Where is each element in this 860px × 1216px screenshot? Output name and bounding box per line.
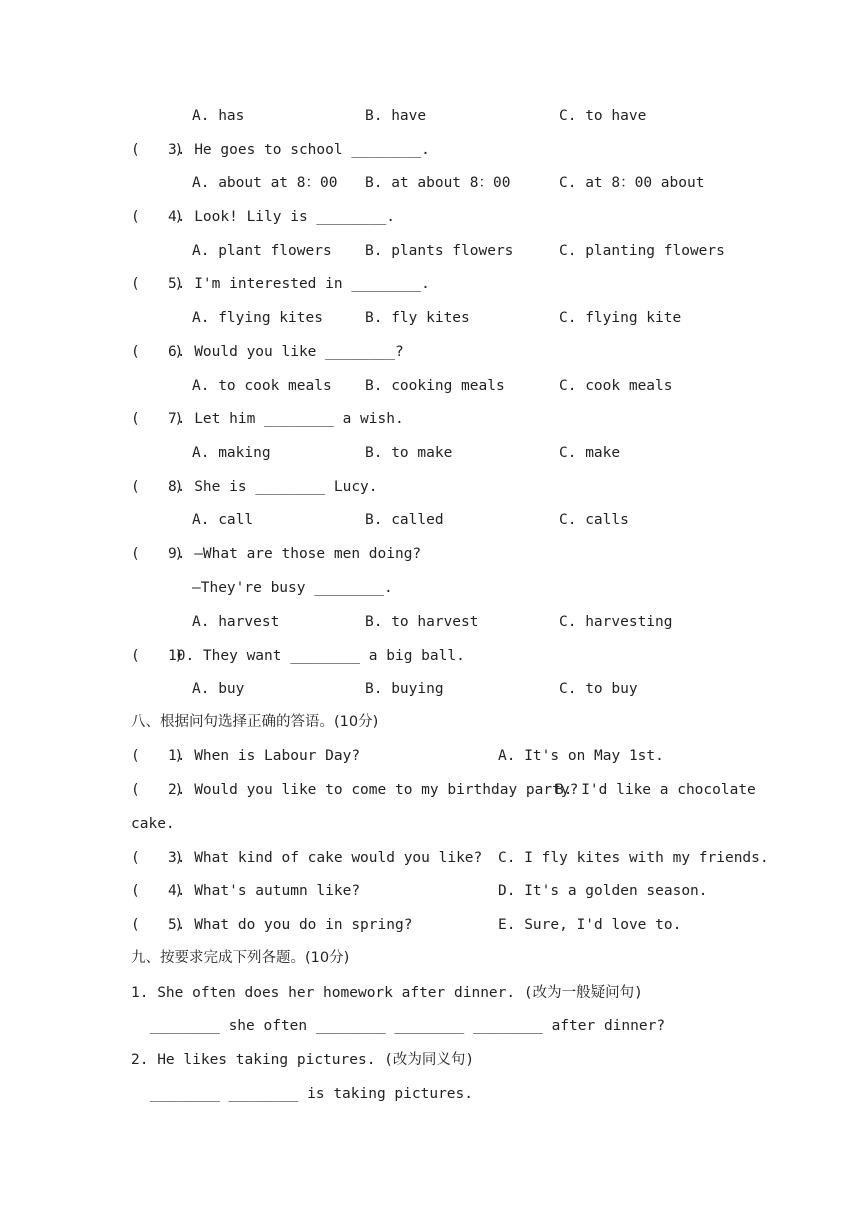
- option-c: C. planting flowers: [559, 243, 725, 259]
- answer-blank[interactable]: ( ): [131, 276, 184, 292]
- answer-blank[interactable]: ( ): [131, 782, 184, 798]
- option-b: B. cooking meals: [365, 378, 505, 394]
- question-stem: 7. Let him ________ a wish.: [168, 411, 404, 427]
- rewrite-question: 1. She often does her homework after dinner. (改为一般疑问句): [131, 985, 643, 1001]
- option-c: C. cook meals: [559, 378, 673, 394]
- option-c: C. calls: [559, 512, 629, 528]
- rewrite-answer-line[interactable]: ________ ________ is taking pictures.: [150, 1086, 474, 1102]
- option-c: C. flying kite: [559, 310, 682, 326]
- question-stem: 10. They want ________ a big ball.: [168, 648, 465, 664]
- option-a: A. call: [192, 512, 254, 528]
- option-a: A. about at 8：00: [192, 175, 338, 191]
- match-answer-continued: cake.: [131, 816, 175, 832]
- option-b: B. to make: [365, 445, 453, 461]
- answer-blank[interactable]: ( ): [131, 479, 184, 495]
- option-b: B. to harvest: [365, 614, 479, 630]
- answer-blank[interactable]: ( ): [131, 883, 184, 899]
- option-b: B. called: [365, 512, 444, 528]
- match-answer: E. Sure, I'd love to.: [498, 917, 682, 933]
- option-b: B. at about 8：00: [365, 175, 511, 191]
- answer-blank[interactable]: ( ): [131, 850, 184, 866]
- option-a: A. buy: [192, 681, 245, 697]
- option-a: A. making: [192, 445, 271, 461]
- answer-blank[interactable]: ( ): [131, 546, 184, 562]
- question-stem: 8. She is ________ Lucy.: [168, 479, 378, 495]
- option-c: C. at 8：00 about: [559, 175, 705, 191]
- option-a: A. to cook meals: [192, 378, 332, 394]
- answer-blank[interactable]: ( ): [131, 344, 184, 360]
- option-b: B. buying: [365, 681, 444, 697]
- match-answer: C. I fly kites with my friends.: [498, 850, 769, 866]
- question-stem: 6. Would you like ________?: [168, 344, 404, 360]
- question-stem: 5. I'm interested in ________.: [168, 276, 430, 292]
- option-b: B. plants flowers: [365, 243, 514, 259]
- option-a: A. flying kites: [192, 310, 323, 326]
- option-c: C. to have: [559, 108, 647, 124]
- answer-blank[interactable]: ( ): [131, 209, 184, 225]
- match-question: 5. What do you do in spring?: [168, 917, 413, 933]
- question-stem: 4. Look! Lily is ________.: [168, 209, 395, 225]
- match-question: 1. When is Labour Day?: [168, 748, 361, 764]
- match-question: 4. What's autumn like?: [168, 883, 361, 899]
- answer-blank[interactable]: ( ): [131, 411, 184, 427]
- option-c: C. make: [559, 445, 621, 461]
- rewrite-answer-line[interactable]: ________ she often ________ ________ ________ after dinner?: [150, 1018, 666, 1034]
- option-b: B. have: [365, 108, 427, 124]
- section-title: 八、根据问句选择正确的答语。(10分): [131, 714, 379, 730]
- option-c: C. harvesting: [559, 614, 673, 630]
- match-question: 3. What kind of cake would you like?: [168, 850, 483, 866]
- match-answer: A. It's on May 1st.: [498, 748, 664, 764]
- option-a: A. plant flowers: [192, 243, 332, 259]
- question-stem-line2: —They're busy ________.: [192, 580, 393, 596]
- answer-blank[interactable]: ( ): [131, 142, 184, 158]
- option-a: A. has: [192, 108, 245, 124]
- section-title: 九、按要求完成下列各题。(10分): [131, 950, 350, 966]
- question-stem: 3. He goes to school ________.: [168, 142, 430, 158]
- answer-blank[interactable]: ( ): [131, 917, 184, 933]
- match-answer: B. I'd like a chocolate: [555, 782, 756, 798]
- rewrite-question: 2. He likes taking pictures. (改为同义句): [131, 1052, 475, 1068]
- match-question: 2. Would you like to come to my birthday party?: [168, 782, 579, 798]
- match-answer: D. It's a golden season.: [498, 883, 708, 899]
- option-a: A. harvest: [192, 614, 280, 630]
- question-stem: 9. —What are those men doing?: [168, 546, 422, 562]
- option-b: B. fly kites: [365, 310, 470, 326]
- answer-blank[interactable]: ( ): [131, 748, 184, 764]
- option-c: C. to buy: [559, 681, 638, 697]
- answer-blank[interactable]: ( ): [131, 648, 184, 664]
